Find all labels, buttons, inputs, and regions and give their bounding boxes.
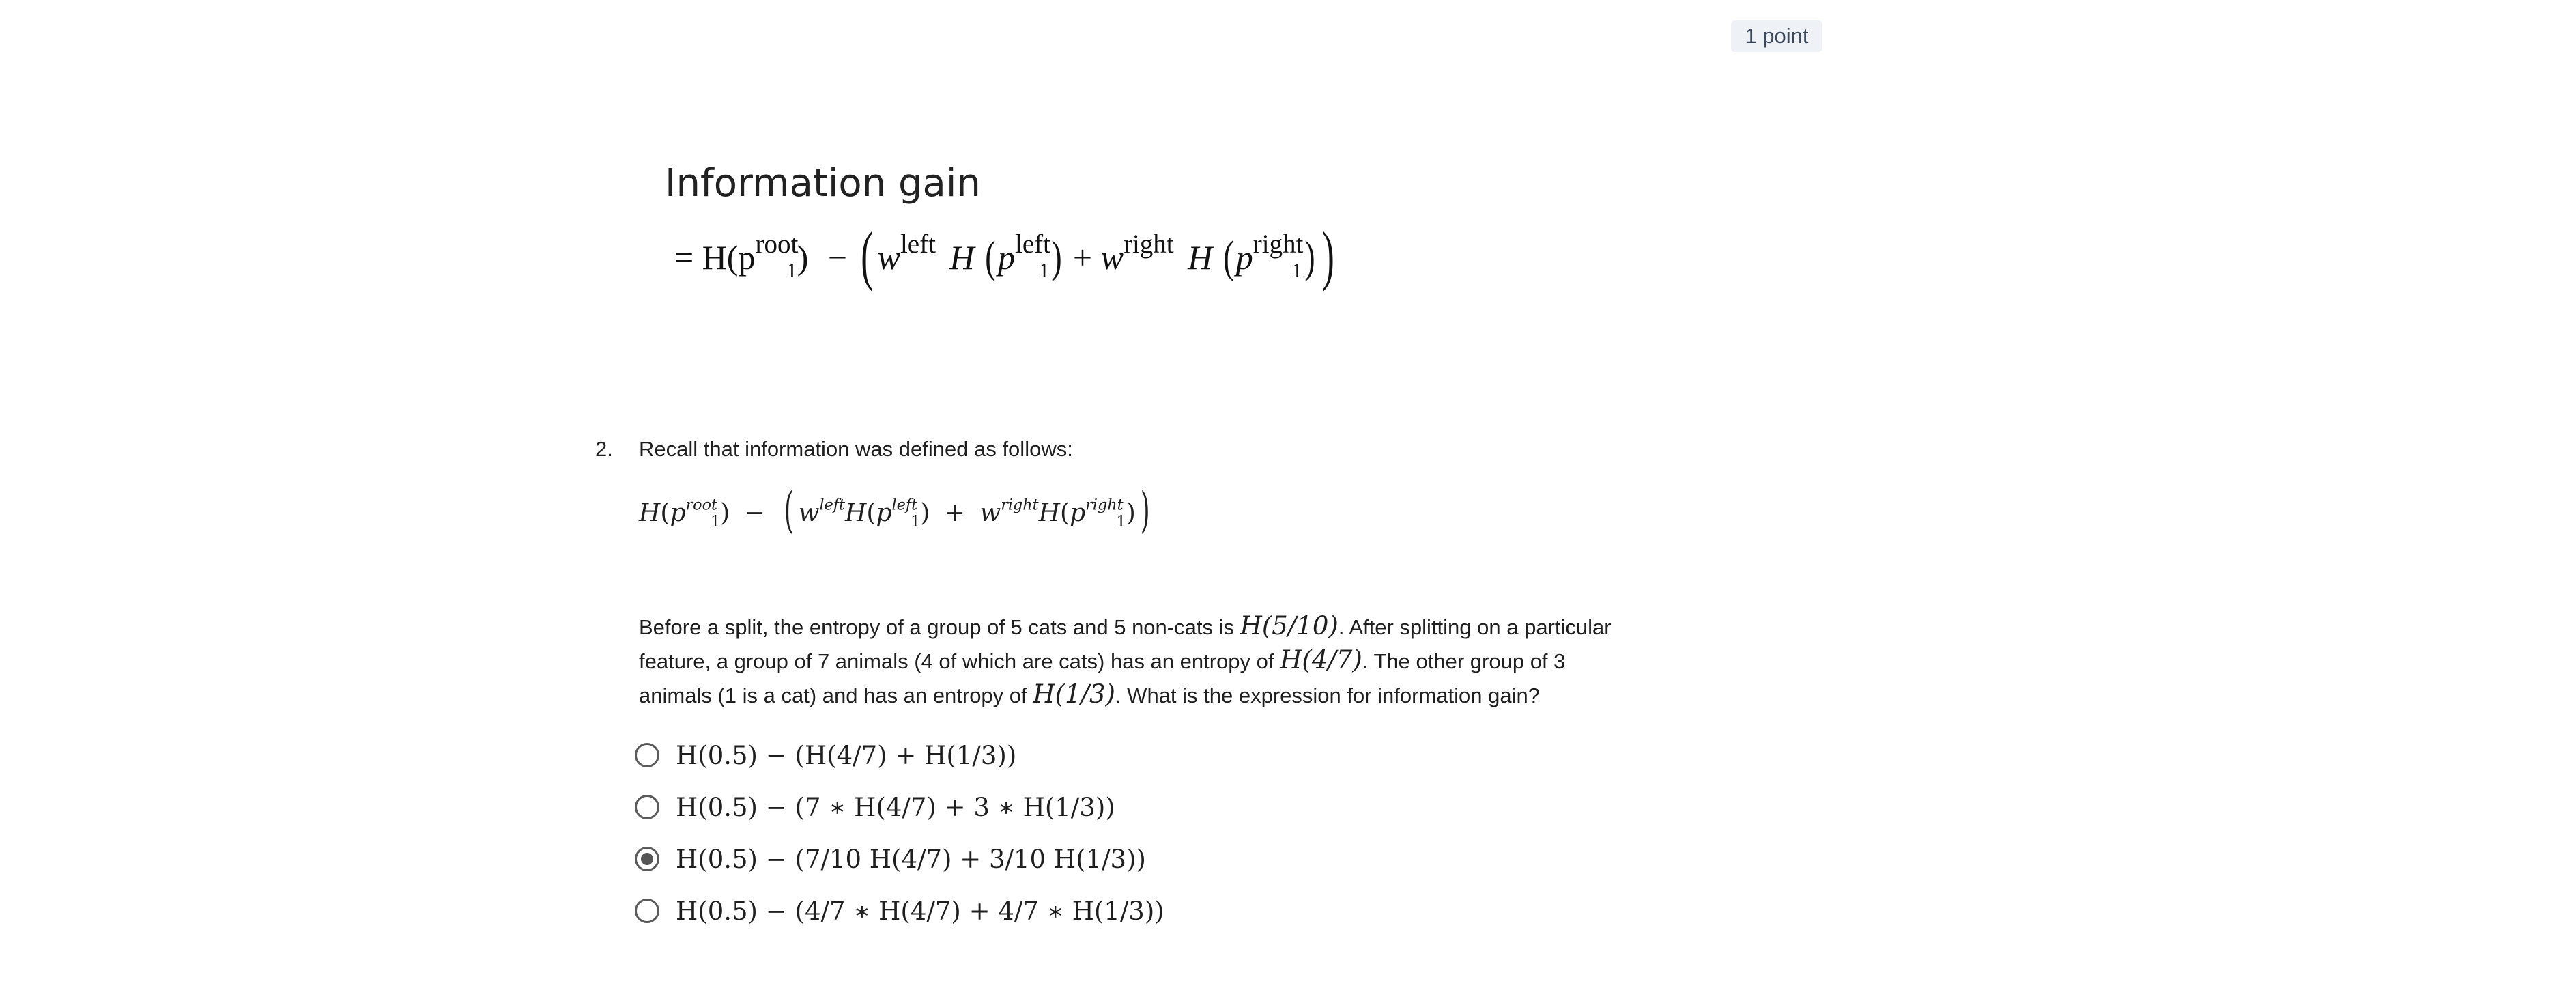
answer-option-label[interactable]: H(0.5) − (H(4/7) + H(1/3)) [676,740,1017,770]
question-formula: $H(p^{root}_1)$ − ( $w^{left}H(p^{left}_1) + w^{right}H(p^{right}_1)$) [639,482,1150,538]
question-description: Before a split, the entropy of a group of 5 cats and 5 non-cats is H(5/10). After splitting on a particular feature, a group of 7 animals (4 of which are cats) has an entropy of H(4/7). The other group of 3 animals (1 is a cat) and has an entropy of H(1/3). What is the expression for information gain? [639,611,1612,709]
figure-title: Information gain [665,161,981,206]
radio-button[interactable] [635,899,659,923]
question-prompt: Recall that information was defined as follows: [639,437,1073,461]
answer-option-label[interactable]: H(0.5) − (7/10 H(4/7) + 3/10 H(1/3)) [676,844,1146,874]
radio-button[interactable] [635,795,659,819]
answer-option-label[interactable]: H(0.5) − (7 ∗ H(4/7) + 3 ∗ H(1/3)) [676,792,1115,822]
answer-option-label[interactable]: H(0.5) − (4/7 ∗ H(4/7) + 4/7 ∗ H(1/3)) [676,896,1164,926]
answer-option[interactable] [635,729,1454,781]
information-gain-figure [662,157,1420,335]
points-badge: 1 point [1731,20,1822,52]
answer-option[interactable] [635,885,1454,937]
figure-formula: = $H(p^{root}_1)$ − ( $w^{left}$ H $(p^{left}_1) + w^{right}$ H $(p^{right}_1)$ ) [674,218,1334,292]
question-number: 2. [595,437,613,461]
answer-options [635,729,1454,937]
radio-button-selected[interactable] [635,847,659,871]
answer-option[interactable] [635,781,1454,833]
radio-button[interactable] [635,743,659,767]
answer-option-selected[interactable] [635,833,1454,885]
